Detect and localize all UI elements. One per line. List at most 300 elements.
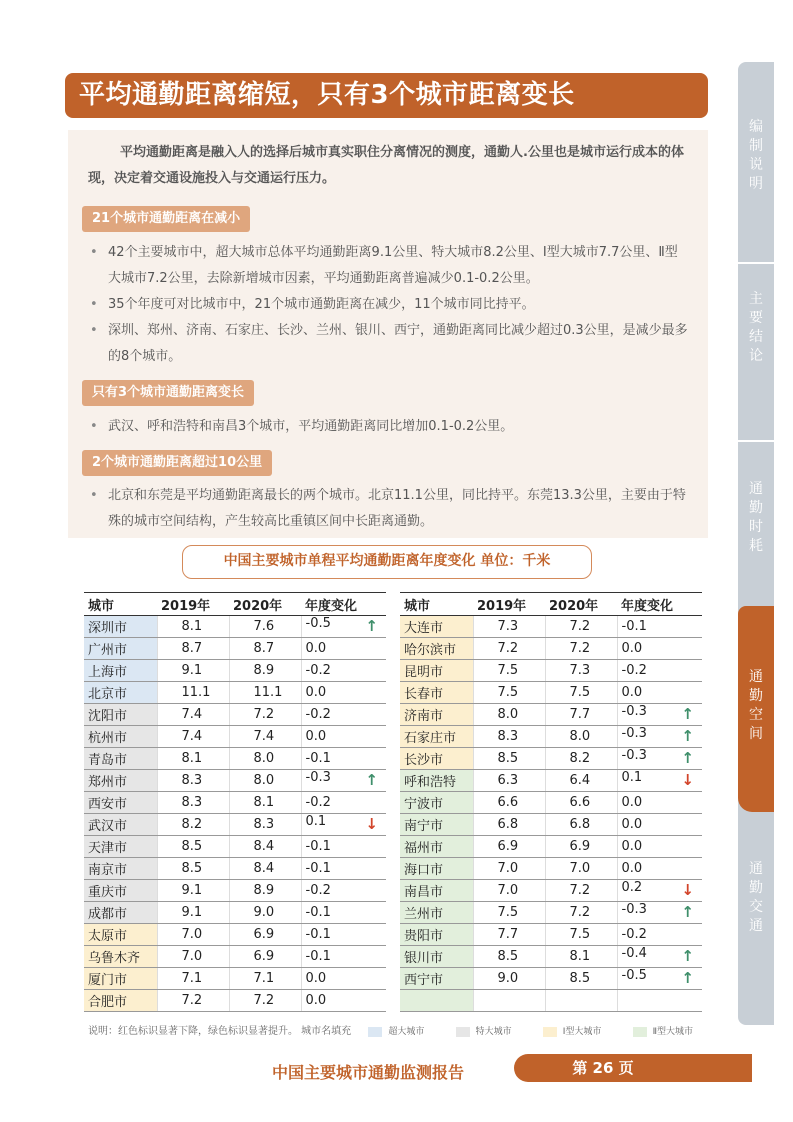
value-change-text: -0.2 bbox=[305, 663, 331, 678]
value-change bbox=[301, 902, 386, 924]
value-2019-text: 6.3 bbox=[497, 773, 519, 788]
side-tab-commute-transport[interactable]: 通 勤 交 通 bbox=[749, 861, 763, 934]
value-2020-text: 8.0 bbox=[253, 751, 275, 766]
value-change-text: 0.0 bbox=[621, 839, 643, 854]
city-name-text: 呼和浩特 bbox=[404, 775, 457, 790]
city-name bbox=[84, 704, 157, 726]
value-change-text: -0.2 bbox=[305, 883, 331, 898]
value-change-text: 0.0 bbox=[305, 971, 327, 986]
value-change bbox=[617, 858, 702, 880]
report-title: 中国主要城市通勤监测报告 bbox=[272, 1063, 465, 1082]
side-tab-main-conclusions[interactable]: 主 要 结 论 bbox=[749, 291, 763, 364]
value-change-text: -0.5 bbox=[305, 616, 331, 631]
value-2020-text: 8.9 bbox=[253, 663, 275, 678]
value-change-text: -0.5 bbox=[621, 968, 647, 983]
table-row bbox=[400, 946, 702, 968]
value-2020 bbox=[545, 748, 617, 770]
value-2019 bbox=[157, 924, 229, 946]
value-change-text: 0.1 bbox=[621, 770, 643, 785]
value-2019 bbox=[473, 924, 545, 946]
city-name-text: 兰州市 bbox=[404, 907, 444, 922]
value-2019 bbox=[157, 704, 229, 726]
side-tab-commute-time[interactable]: 通 勤 时 耗 bbox=[749, 481, 763, 554]
value-change bbox=[301, 748, 386, 770]
value-2020-text: 11.1 bbox=[253, 685, 283, 700]
value-change bbox=[301, 638, 386, 660]
value-2019-text: 8.3 bbox=[181, 795, 203, 810]
value-2019 bbox=[473, 836, 545, 858]
city-name-text: 广州市 bbox=[88, 643, 128, 658]
commute-table-right bbox=[400, 592, 702, 1012]
value-2020-text: 8.9 bbox=[253, 883, 275, 898]
city-name bbox=[400, 858, 473, 880]
value-2019 bbox=[473, 946, 545, 968]
value-change-text: -0.3 bbox=[621, 726, 647, 741]
section-header-3: 2个城市通勤距离超过10公里 bbox=[82, 450, 272, 476]
city-name-text: 西安市 bbox=[88, 797, 128, 812]
value-change-text: -0.1 bbox=[305, 949, 331, 964]
city-name-text: 厦门市 bbox=[88, 973, 128, 988]
city-name-text: 贵阳市 bbox=[404, 929, 444, 944]
value-2020-text: 7.4 bbox=[253, 729, 275, 744]
value-2020-text: 7.2 bbox=[253, 993, 275, 1008]
page-title: 平均通勤距离缩短，只有3个城市距离变长 bbox=[65, 73, 708, 118]
value-2019 bbox=[157, 990, 229, 1012]
city-name-text: 郑州市 bbox=[88, 775, 128, 790]
value-2020-text: 7.2 bbox=[569, 905, 591, 920]
value-change-text: -0.1 bbox=[305, 905, 331, 920]
value-change-text: -0.1 bbox=[305, 927, 331, 942]
value-2019-text: 6.6 bbox=[497, 795, 519, 810]
value-change-text: -0.3 bbox=[621, 902, 647, 917]
value-2019 bbox=[473, 858, 545, 880]
value-2020 bbox=[545, 660, 617, 682]
arrow-down-icon: ↓ bbox=[365, 815, 378, 833]
value-2020-text: 6.9 bbox=[569, 839, 591, 854]
value-2020 bbox=[229, 792, 301, 814]
table-row bbox=[84, 616, 386, 638]
value-2019-text: 7.5 bbox=[497, 905, 519, 920]
value-change-text: 0.2 bbox=[621, 880, 643, 895]
city-name-text: 重庆市 bbox=[88, 885, 128, 900]
value-2020 bbox=[229, 924, 301, 946]
value-change-text: -0.1 bbox=[305, 839, 331, 854]
page-number: 第 26 页 bbox=[514, 1054, 752, 1082]
table-row bbox=[84, 814, 386, 836]
value-2019-text: 7.1 bbox=[181, 971, 203, 986]
value-change bbox=[301, 660, 386, 682]
value-change-text: 0.0 bbox=[621, 641, 643, 656]
value-2020 bbox=[545, 858, 617, 880]
table-row bbox=[84, 770, 386, 792]
value-2019-text: 8.3 bbox=[497, 729, 519, 744]
section-header-2: 只有3个城市通勤距离变长 bbox=[82, 380, 254, 406]
section-1-bullets bbox=[88, 240, 688, 370]
value-change bbox=[617, 924, 702, 946]
city-name bbox=[400, 770, 473, 792]
value-2019 bbox=[473, 616, 545, 638]
value-change-text: -0.3 bbox=[621, 704, 647, 719]
value-2020 bbox=[545, 924, 617, 946]
city-name-text: 合肥市 bbox=[88, 995, 128, 1010]
value-2019 bbox=[473, 682, 545, 704]
legend-swatch-special bbox=[456, 1027, 470, 1037]
value-2020-text: 9.0 bbox=[253, 905, 275, 920]
value-2020 bbox=[545, 990, 617, 1012]
value-2019-text: 8.3 bbox=[181, 773, 203, 788]
side-divider bbox=[738, 262, 774, 264]
value-2019-text: 7.5 bbox=[497, 685, 519, 700]
legend-swatch-super bbox=[368, 1027, 382, 1037]
value-change bbox=[617, 990, 702, 1012]
city-name-text: 沈阳市 bbox=[88, 709, 128, 724]
city-name-text: 济南市 bbox=[404, 709, 444, 724]
value-change bbox=[617, 814, 702, 836]
table-row bbox=[400, 616, 702, 638]
city-name bbox=[84, 748, 157, 770]
legend-label-type1: Ⅰ型大城市 bbox=[562, 1027, 602, 1037]
value-change bbox=[301, 990, 386, 1012]
value-change-text: -0.2 bbox=[621, 663, 647, 678]
value-2019 bbox=[157, 748, 229, 770]
value-change bbox=[617, 682, 702, 704]
city-name bbox=[84, 638, 157, 660]
city-name bbox=[84, 726, 157, 748]
city-name bbox=[84, 902, 157, 924]
value-change-text: 0.0 bbox=[305, 729, 327, 744]
value-change bbox=[301, 616, 386, 638]
value-2019-text: 8.2 bbox=[181, 817, 203, 832]
table-row bbox=[400, 682, 702, 704]
table-row bbox=[84, 836, 386, 858]
city-name bbox=[84, 880, 157, 902]
value-2020-text: 7.1 bbox=[253, 971, 275, 986]
city-name bbox=[400, 682, 473, 704]
city-name-text: 北京市 bbox=[88, 687, 128, 702]
city-name-text: 乌鲁木齐 bbox=[88, 951, 141, 966]
value-2020 bbox=[545, 880, 617, 902]
value-change-text: 0.0 bbox=[621, 817, 643, 832]
table-row bbox=[84, 902, 386, 924]
table-row bbox=[400, 924, 702, 946]
col-change: 年度变化 bbox=[301, 593, 386, 616]
value-2020-text: 7.5 bbox=[569, 685, 591, 700]
col-2019: 2019年 bbox=[157, 593, 229, 616]
value-change bbox=[617, 968, 702, 990]
table-row bbox=[84, 990, 386, 1012]
value-2020 bbox=[545, 616, 617, 638]
value-change-text: -0.3 bbox=[621, 748, 647, 763]
table-row bbox=[400, 858, 702, 880]
city-name bbox=[84, 946, 157, 968]
value-change bbox=[617, 880, 702, 902]
col-city: 城市 bbox=[84, 593, 157, 616]
table-row bbox=[84, 748, 386, 770]
arrow-up-icon: ↑ bbox=[681, 749, 694, 767]
value-change-text: -0.1 bbox=[305, 751, 331, 766]
value-2019-text: 8.5 bbox=[497, 751, 519, 766]
table-row bbox=[400, 990, 702, 1012]
value-2020-text: 6.6 bbox=[569, 795, 591, 810]
value-change bbox=[301, 682, 386, 704]
city-name bbox=[400, 968, 473, 990]
value-change bbox=[301, 924, 386, 946]
value-2020-text: 8.0 bbox=[569, 729, 591, 744]
city-name-text: 长春市 bbox=[404, 687, 444, 702]
value-change bbox=[617, 704, 702, 726]
value-change-text: -0.4 bbox=[621, 946, 647, 961]
value-change-text: -0.2 bbox=[305, 795, 331, 810]
value-2019-text: 9.0 bbox=[497, 971, 519, 986]
legend-note: 说明：红色标识显著下降，绿色标识显著提升。 城市名填充 bbox=[88, 1026, 352, 1037]
side-divider bbox=[738, 440, 774, 442]
table-header-row bbox=[84, 593, 386, 616]
city-name bbox=[400, 748, 473, 770]
value-2019-text: 7.4 bbox=[181, 707, 203, 722]
table-row bbox=[400, 968, 702, 990]
value-change bbox=[301, 770, 386, 792]
table-row bbox=[84, 638, 386, 660]
legend-swatch-type1 bbox=[543, 1027, 557, 1037]
value-2020-text: 7.2 bbox=[569, 883, 591, 898]
city-name bbox=[84, 616, 157, 638]
value-change bbox=[617, 770, 702, 792]
value-2019-text: 8.7 bbox=[181, 641, 203, 656]
value-2020 bbox=[229, 682, 301, 704]
value-2020-text: 8.5 bbox=[569, 971, 591, 986]
value-2020 bbox=[545, 770, 617, 792]
value-2019-text: 7.0 bbox=[497, 883, 519, 898]
table-row bbox=[400, 726, 702, 748]
value-change-text: -0.1 bbox=[621, 619, 647, 634]
value-change bbox=[301, 704, 386, 726]
value-2019-text: 9.1 bbox=[181, 905, 203, 920]
value-2019-text: 8.5 bbox=[497, 949, 519, 964]
value-2019 bbox=[157, 968, 229, 990]
table-row bbox=[84, 726, 386, 748]
value-change-text: -0.1 bbox=[305, 861, 331, 876]
value-2020 bbox=[229, 770, 301, 792]
value-change bbox=[617, 902, 702, 924]
table-row bbox=[84, 682, 386, 704]
value-2019 bbox=[473, 638, 545, 660]
value-2019-text: 7.2 bbox=[497, 641, 519, 656]
city-name bbox=[84, 792, 157, 814]
city-name bbox=[400, 880, 473, 902]
value-2020 bbox=[229, 836, 301, 858]
city-name bbox=[400, 990, 473, 1012]
col-2020: 2020年 bbox=[545, 593, 617, 616]
value-2019 bbox=[473, 660, 545, 682]
city-name bbox=[400, 726, 473, 748]
bullet: • 42个主要城市中，超大城市总体平均通勤距离9.1公里、特大城市8.2公里、Ⅰ型大城市7.7公里、Ⅱ型大城市7.2公里，去除新增城市因素，平均通勤距离普遍减少0.1-0.2公里。 bbox=[88, 240, 688, 292]
city-name-text: 南宁市 bbox=[404, 819, 444, 834]
table-row bbox=[84, 858, 386, 880]
value-2020 bbox=[545, 726, 617, 748]
value-2019-text: 8.5 bbox=[181, 839, 203, 854]
value-2019-text: 7.5 bbox=[497, 663, 519, 678]
col-city: 城市 bbox=[400, 593, 473, 616]
value-2020 bbox=[545, 704, 617, 726]
city-name-text: 上海市 bbox=[88, 665, 128, 680]
city-name bbox=[84, 682, 157, 704]
table-title: 中国主要城市单程平均通勤距离年度变化 单位：千米 bbox=[182, 545, 592, 579]
value-2020 bbox=[545, 638, 617, 660]
table-row bbox=[400, 880, 702, 902]
city-name-text: 福州市 bbox=[404, 841, 444, 856]
arrow-down-icon: ↓ bbox=[681, 771, 694, 789]
value-2020 bbox=[229, 880, 301, 902]
value-change bbox=[617, 660, 702, 682]
table-header-row bbox=[400, 593, 702, 616]
value-2019 bbox=[473, 748, 545, 770]
city-name-text: 长沙市 bbox=[404, 753, 444, 768]
value-2020-text: 7.2 bbox=[569, 641, 591, 656]
arrow-up-icon: ↑ bbox=[681, 727, 694, 745]
value-2020 bbox=[229, 616, 301, 638]
value-2019-text: 7.0 bbox=[181, 927, 203, 942]
value-2020 bbox=[545, 814, 617, 836]
table-row bbox=[84, 660, 386, 682]
col-change: 年度变化 bbox=[617, 593, 702, 616]
value-change-text: 0.0 bbox=[305, 685, 327, 700]
value-change bbox=[617, 616, 702, 638]
value-2020 bbox=[545, 968, 617, 990]
value-2019 bbox=[473, 704, 545, 726]
city-name bbox=[84, 770, 157, 792]
arrow-up-icon: ↑ bbox=[365, 617, 378, 635]
value-2019 bbox=[157, 682, 229, 704]
table-row bbox=[400, 792, 702, 814]
value-2019-text: 8.1 bbox=[181, 751, 203, 766]
col-2020: 2020年 bbox=[229, 593, 301, 616]
arrow-up-icon: ↑ bbox=[681, 903, 694, 921]
value-2020 bbox=[545, 682, 617, 704]
table-row bbox=[400, 704, 702, 726]
value-2019-text: 7.0 bbox=[497, 861, 519, 876]
legend-label-super: 超大城市 bbox=[388, 1027, 425, 1037]
value-2020-text: 7.0 bbox=[569, 861, 591, 876]
value-2020 bbox=[229, 858, 301, 880]
value-2020-text: 6.8 bbox=[569, 817, 591, 832]
side-tab-commute-space[interactable]: 通 勤 空 间 bbox=[749, 669, 763, 742]
value-change bbox=[301, 814, 386, 836]
legend bbox=[88, 1024, 707, 1040]
value-change bbox=[301, 792, 386, 814]
city-name bbox=[400, 946, 473, 968]
value-2020 bbox=[229, 814, 301, 836]
city-name bbox=[400, 836, 473, 858]
city-name-text: 天津市 bbox=[88, 841, 128, 856]
arrow-up-icon: ↑ bbox=[681, 947, 694, 965]
value-2019-text: 7.2 bbox=[181, 993, 203, 1008]
side-tab-compile-notes[interactable]: 编 制 说 明 bbox=[749, 119, 763, 192]
value-change bbox=[617, 726, 702, 748]
city-name-text: 银川市 bbox=[404, 951, 444, 966]
value-2019 bbox=[157, 638, 229, 660]
value-2020-text: 7.5 bbox=[569, 927, 591, 942]
value-2020-text: 8.3 bbox=[253, 817, 275, 832]
value-2020-text: 7.3 bbox=[569, 663, 591, 678]
city-name-text: 昆明市 bbox=[404, 665, 444, 680]
value-change-text: 0.0 bbox=[621, 685, 643, 700]
intro-text: 平均通勤距离是融入人的选择后城市真实职住分离情况的测度，通勤人.公里也是城市运行成本的体现，决定着交通设施投入与交通运行压力。 bbox=[88, 145, 684, 186]
value-2019 bbox=[157, 660, 229, 682]
value-change-text: 0.0 bbox=[621, 861, 643, 876]
value-2020 bbox=[229, 990, 301, 1012]
value-2019-text: 7.3 bbox=[497, 619, 519, 634]
bullet: • 深圳、郑州、济南、石家庄、长沙、兰州、银川、西宁，通勤距离同比减少超过0.3公里，是减少最多的8个城市。 bbox=[88, 318, 688, 370]
section-2-bullets bbox=[88, 414, 688, 440]
value-2019 bbox=[157, 726, 229, 748]
arrow-up-icon: ↑ bbox=[681, 705, 694, 723]
city-name bbox=[400, 814, 473, 836]
arrow-down-icon: ↓ bbox=[681, 881, 694, 899]
value-change bbox=[617, 638, 702, 660]
arrow-up-icon: ↑ bbox=[365, 771, 378, 789]
city-name bbox=[400, 660, 473, 682]
value-change-text: 0.1 bbox=[305, 814, 327, 829]
city-name bbox=[84, 660, 157, 682]
value-change bbox=[617, 748, 702, 770]
value-2019 bbox=[473, 792, 545, 814]
value-change-text: 0.0 bbox=[305, 641, 327, 656]
table-row bbox=[84, 880, 386, 902]
table-row bbox=[84, 968, 386, 990]
value-2019-text: 6.8 bbox=[497, 817, 519, 832]
value-2019-text: 8.1 bbox=[181, 619, 203, 634]
value-change bbox=[301, 946, 386, 968]
city-name bbox=[400, 704, 473, 726]
value-change bbox=[301, 836, 386, 858]
city-name-text: 西宁市 bbox=[404, 973, 444, 988]
city-name-text: 南京市 bbox=[88, 863, 128, 878]
city-name-text: 哈尔滨市 bbox=[404, 643, 457, 658]
table-row bbox=[84, 792, 386, 814]
value-change bbox=[617, 836, 702, 858]
value-change bbox=[617, 792, 702, 814]
city-name bbox=[400, 638, 473, 660]
value-change bbox=[301, 968, 386, 990]
table-row bbox=[84, 704, 386, 726]
content-panel bbox=[68, 130, 708, 538]
value-2019 bbox=[157, 880, 229, 902]
value-change-text: -0.3 bbox=[305, 770, 331, 785]
commute-table-left bbox=[84, 592, 386, 1012]
city-name bbox=[84, 836, 157, 858]
value-2019-text: 7.7 bbox=[497, 927, 519, 942]
value-2019 bbox=[157, 814, 229, 836]
col-2019: 2019年 bbox=[473, 593, 545, 616]
legend-label-type2: Ⅱ型大城市 bbox=[652, 1027, 694, 1037]
value-2020 bbox=[229, 748, 301, 770]
value-2019-text: 8.0 bbox=[497, 707, 519, 722]
value-2019 bbox=[157, 902, 229, 924]
value-2020-text: 8.4 bbox=[253, 839, 275, 854]
value-2020-text: 6.9 bbox=[253, 927, 275, 942]
value-2019 bbox=[157, 858, 229, 880]
value-2020-text: 6.4 bbox=[569, 773, 591, 788]
value-2019-text: 9.1 bbox=[181, 883, 203, 898]
value-2019 bbox=[157, 792, 229, 814]
value-2019 bbox=[473, 902, 545, 924]
value-2020-text: 8.1 bbox=[253, 795, 275, 810]
value-2020 bbox=[545, 902, 617, 924]
value-2019 bbox=[473, 814, 545, 836]
legend-label-special: 特大城市 bbox=[475, 1027, 512, 1037]
value-change-text: 0.0 bbox=[621, 795, 643, 810]
table-row bbox=[84, 946, 386, 968]
